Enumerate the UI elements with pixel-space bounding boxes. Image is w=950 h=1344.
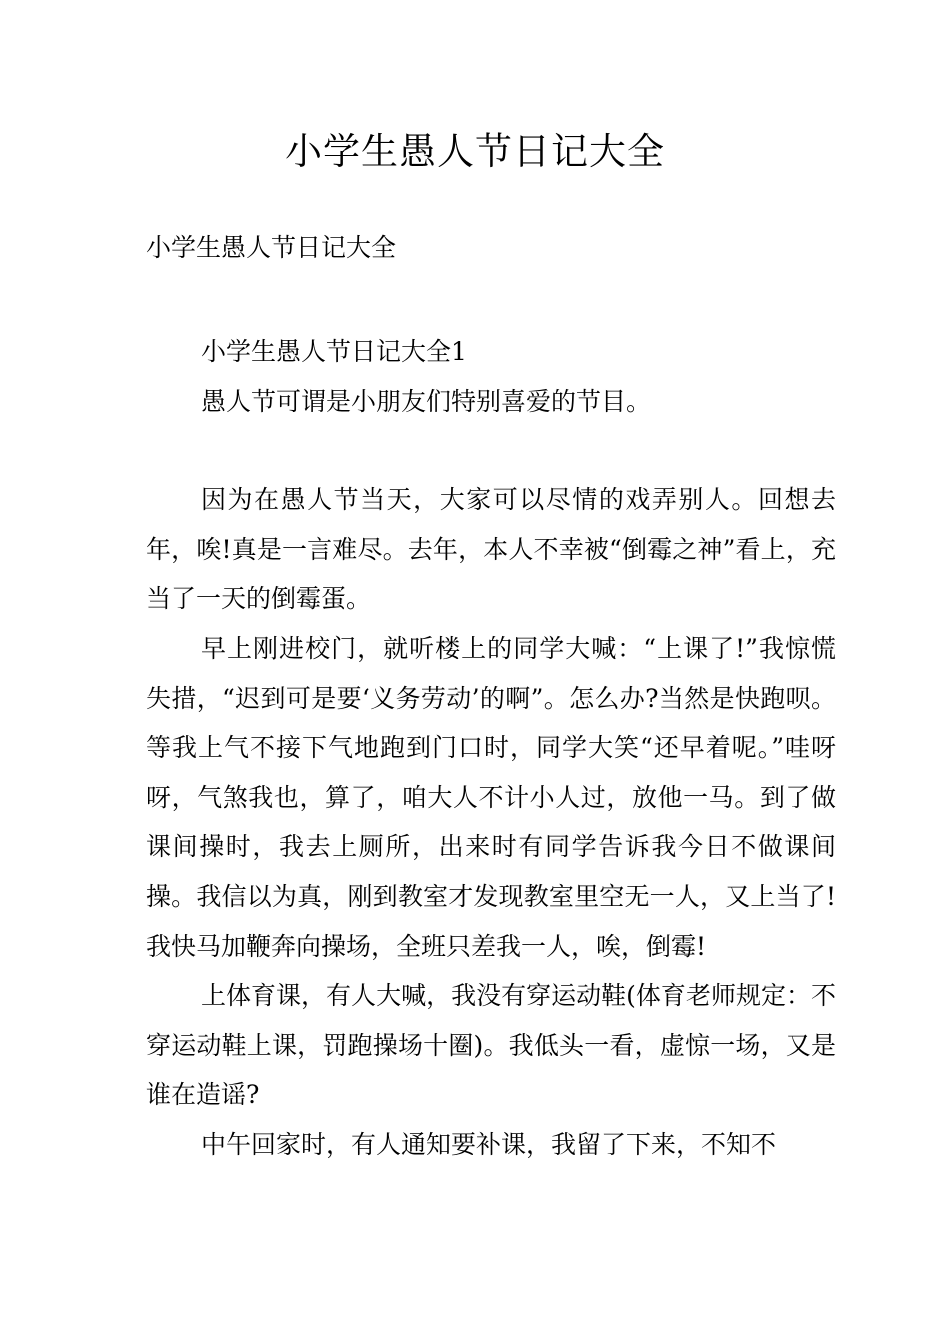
body-paragraph: 早上刚进校门，就听楼上的同学大喊：“上课了!”我惊慌失措，“迟到可是要‘义务劳动’的啊”。怎么办?当然是快跑呗。等我上气不接下气地跑到门口时，同学大笑“还早着呢。”哇呀呀，气煞我也，算了，咱大人不计小人过，放他一马。到了做课间操时，我去上厕所，出来时有同学告诉我今日不做课间操。我信以为真，刚到教室才发现教室里空无一人，又上当了!我快马加鞭奔向操场，全班只差我一人，唉，倒霉!: [146, 633, 836, 961]
document-subtitle: 小学生愚人节日记大全: [146, 233, 397, 262]
body-paragraph: 因为在愚人节当天，大家可以尽情的戏弄别人。回想去年，唉!真是一言难尽。去年，本人不幸被“倒霉之神”看上，充当了一天的倒霉蛋。: [146, 485, 836, 614]
body-paragraph: 上体育课，有人大喊，我没有穿运动鞋(体育老师规定：不穿运动鞋上课，罚跑操场十圈)。我低头一看，虚惊一场，又是谁在造谣?: [146, 981, 836, 1110]
intro-paragraph: 愚人节可谓是小朋友们特别喜爱的节目。: [201, 386, 652, 416]
section-heading: 小学生愚人节日记大全1: [201, 337, 467, 366]
body-paragraph: 中午回家时，有人通知要补课，我留了下来，不知不: [201, 1129, 777, 1159]
document-body: [146, 327, 836, 1170]
paragraph-gap: [146, 426, 836, 475]
document-title: 小学生愚人节日记大全: [285, 130, 665, 173]
